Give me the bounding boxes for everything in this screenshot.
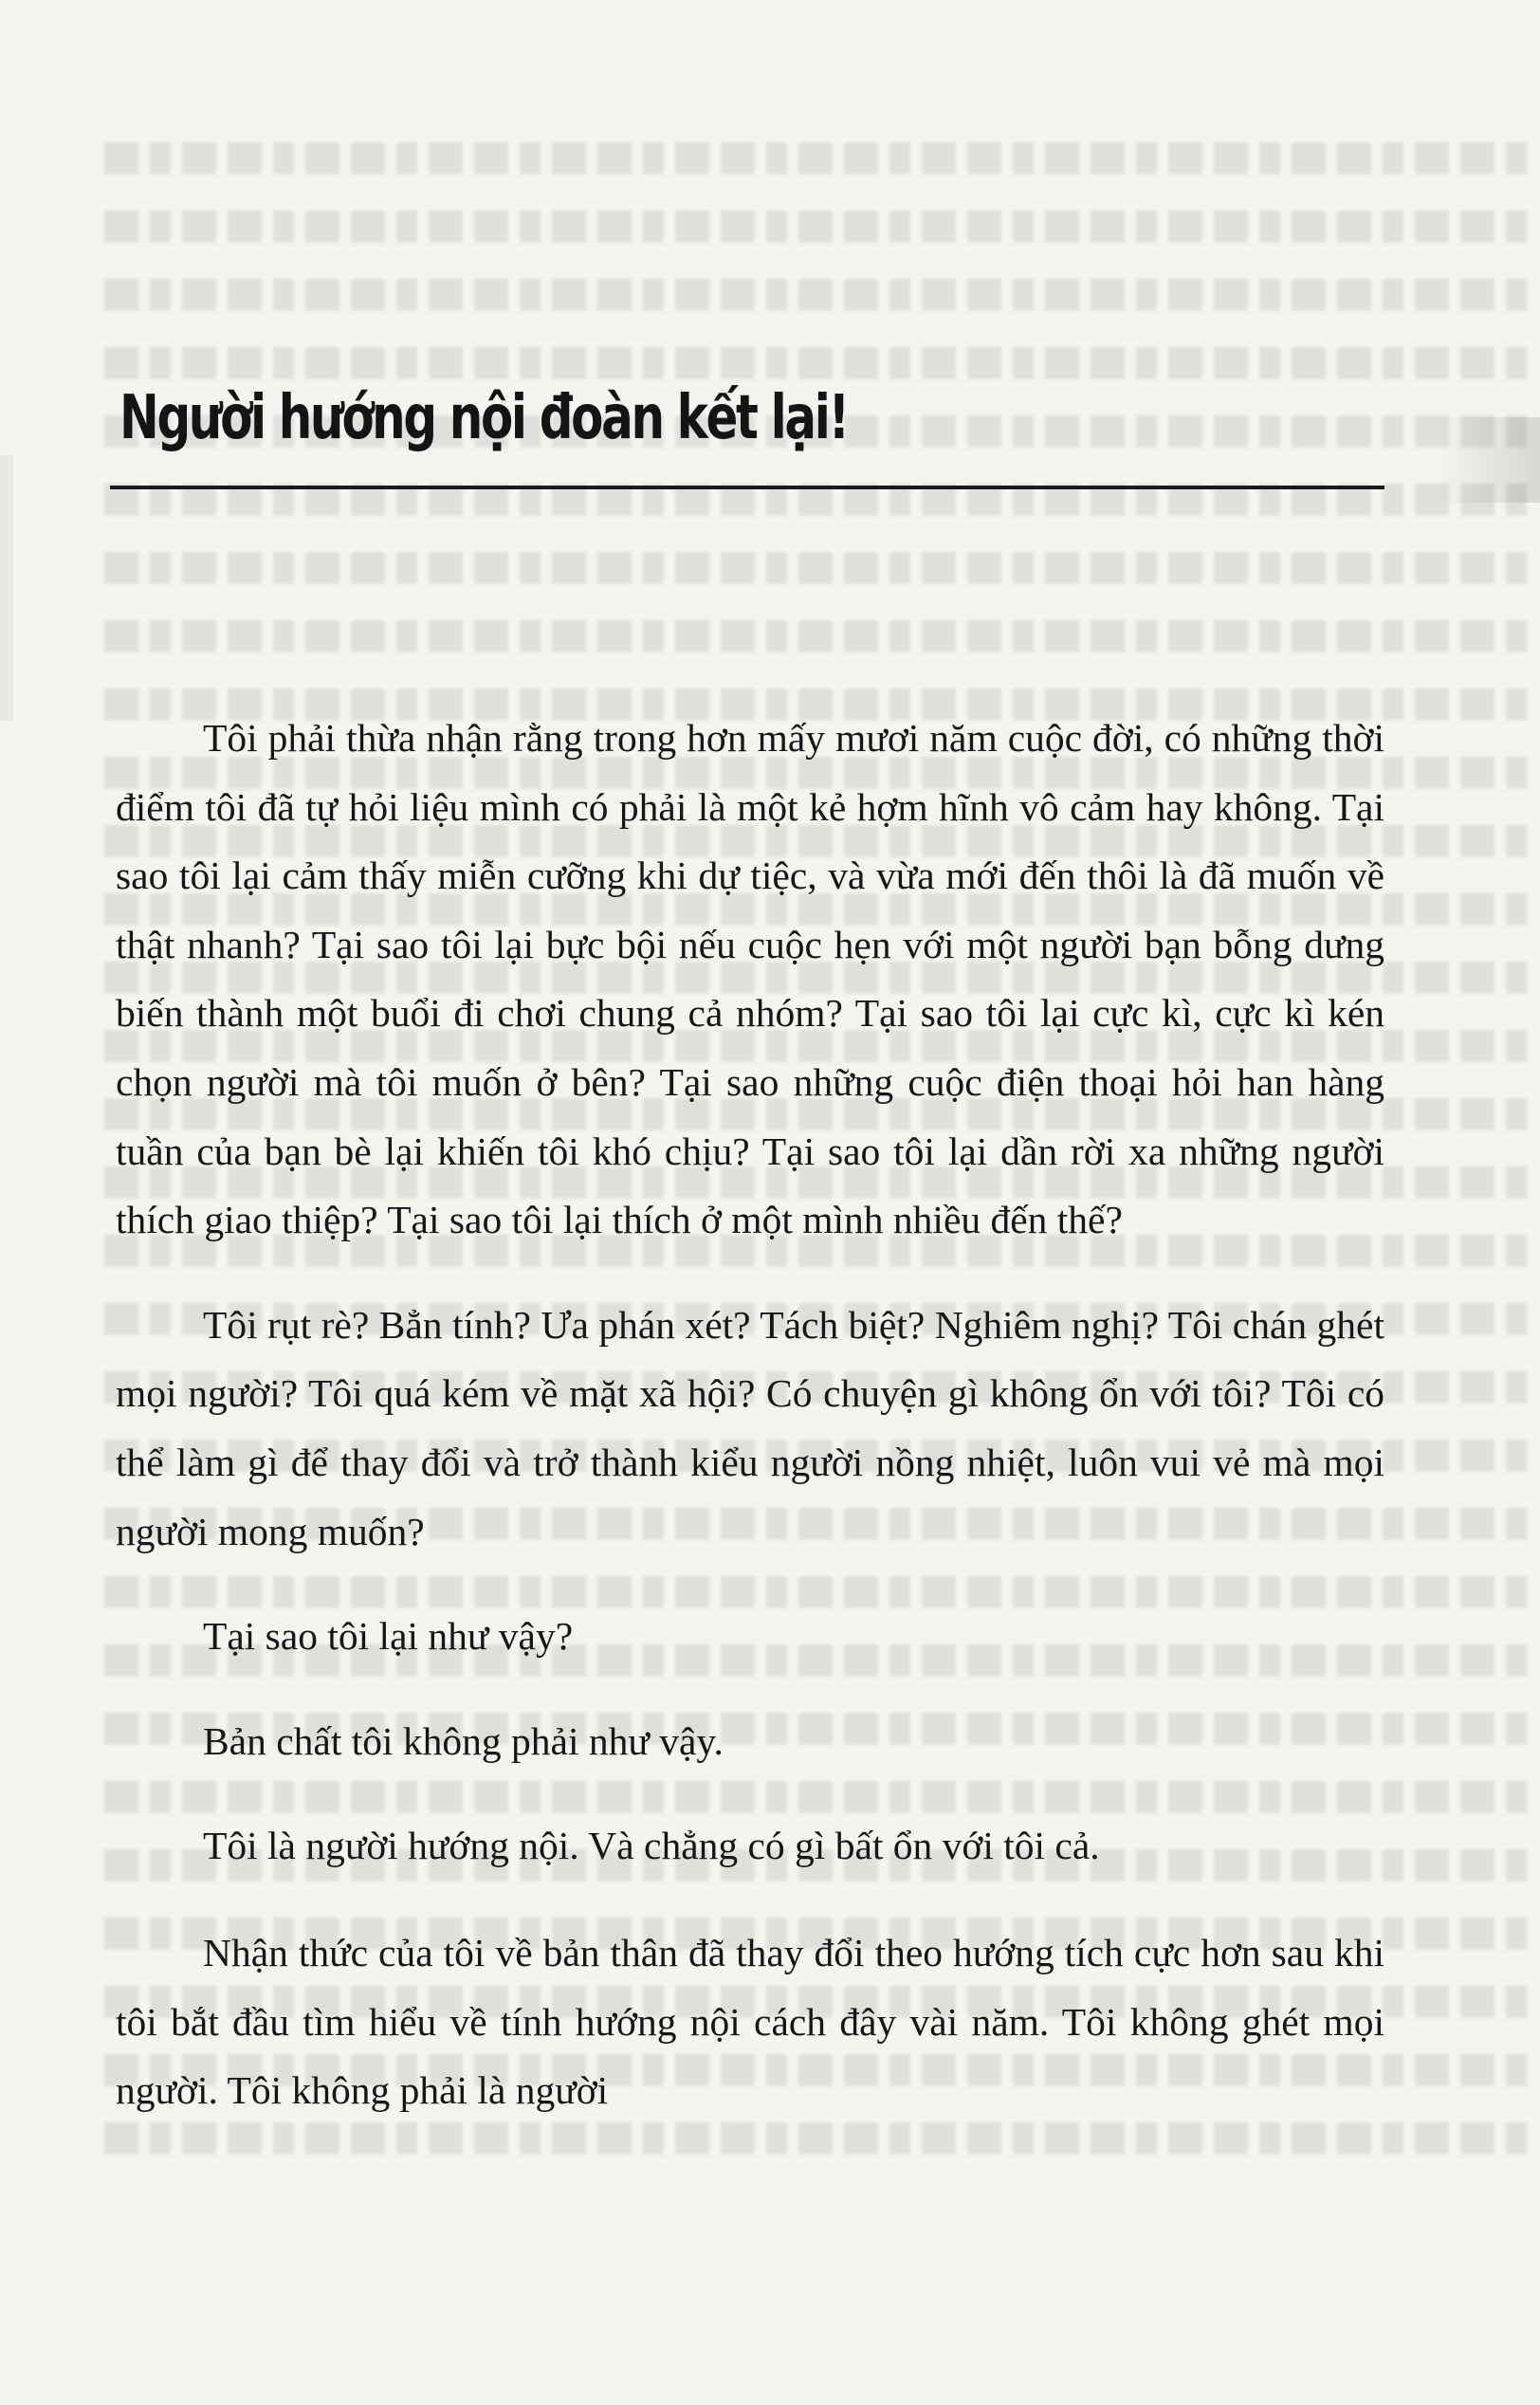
section-heading: Người hướng nội đoàn kết lại! <box>119 383 848 453</box>
paragraph-5: Tôi là người hướng nội. Và chẳng có gì bất ổn với tôi cả. <box>203 1824 1100 1868</box>
heading-underline <box>110 486 1384 489</box>
body-text <box>116 704 1384 2125</box>
paragraph-4: Bản chất tôi không phải như vậy. <box>203 1718 724 1763</box>
paragraph-3: Tại sao tôi lại như vậy? <box>203 1614 574 1659</box>
paragraph-2: Tôi rụt rè? Bẳn tính? Ưa phán xét? Tách biệt? Nghiêm nghị? Tôi chán ghét mọi người? Tôi quá kém về mặt xã hội? Có chuyện gì không ổn với tôi? Tôi có thể làm gì để thay đổi và trở thành kiểu người nồng nhiệt, luôn vui vẻ mà mọi người mong muốn? <box>116 1302 1384 1553</box>
paragraph-1: Tôi phải thừa nhận rằng trong hơn mấy mươi năm cuộc đời, có những thời điểm tôi đã tự hỏi liệu mình có phải là một kẻ hợm hĩnh vô cảm hay không. Tại sao tôi lại cảm thấy miễn cưỡng khi dự tiệc, và vừa mới đến thôi là đã muốn về thật nhanh? Tại sao tôi lại bực bội nếu cuộc hẹn với một người bạn bỗng dưng biến thành một buổi đi chơi chung cả nhóm? Tại sao tôi lại cực kì, cực kì kén chọn người mà tôi muốn ở bên? Tại sao những cuộc điện thoại hỏi han hàng tuần của bạn bè lại khiến tôi khó chịu? Tại sao tôi lại dần rời xa những người thích giao thiệp? Tại sao tôi lại thích ở một mình nhiều đến thế? <box>116 716 1384 1242</box>
paragraph-6: Nhận thức của tôi về bản thân đã thay đổi theo hướng tích cực hơn sau khi tôi bắt đầu tìm hiểu về tính hướng nội cách đây vài năm. Tôi không ghét mọi người. Tôi không phải là người <box>116 1930 1384 2113</box>
page-edge-shadow <box>1436 417 1540 503</box>
binding-shadow <box>0 455 13 721</box>
